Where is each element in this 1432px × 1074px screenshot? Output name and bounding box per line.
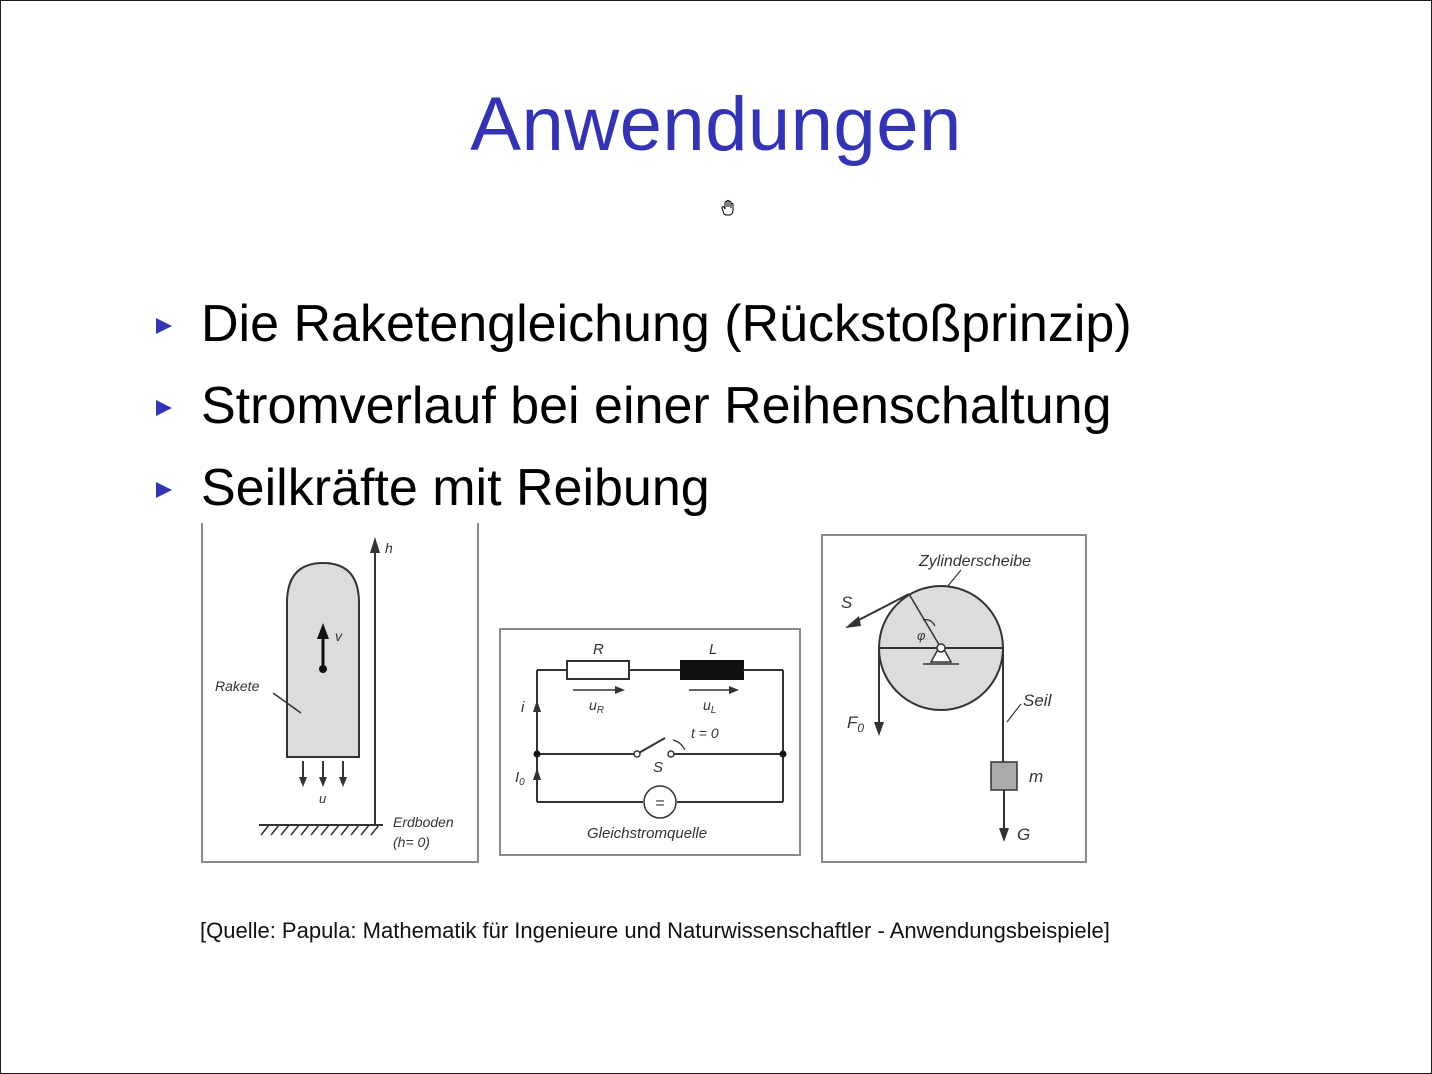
rope-force-label: S [841, 593, 853, 612]
angle-label: φ [917, 628, 926, 643]
dc-source-sign: = [655, 795, 665, 812]
pulley-figure [821, 534, 1087, 863]
resistor-voltage-label: $u_R$ [589, 697, 605, 716]
ground-height-label: (h= 0) [393, 834, 430, 850]
triangle-bullet-icon [156, 482, 172, 498]
mass-block [991, 762, 1017, 790]
source-citation: [Quelle: Papula: Mathematik für Ingenieure und Naturwissenschaftler - Anwendungsbeispiele] [200, 918, 1110, 943]
slide-title: Anwendungen [470, 82, 962, 167]
switch-label: S [653, 759, 664, 776]
cylinder-label: Zylinderscheibe [919, 553, 1032, 570]
hand-cursor-icon [718, 198, 738, 218]
resistor-label: R [593, 641, 604, 658]
inductor-voltage-label: $u_L$ [703, 697, 717, 716]
switch-time-label: t = 0 [691, 725, 719, 741]
bullet-text: Die Raketengleichung (Rückstoßprinzip) [201, 295, 1132, 353]
bullet-list [156, 291, 1132, 537]
bullet-text: Stromverlauf bei einer Reihenschaltung [201, 377, 1112, 435]
resistor-symbol [567, 661, 629, 679]
initial-current-label: $I_0$ [515, 769, 525, 788]
exhaust-velocity-label: u [319, 791, 327, 806]
switch-symbol [637, 738, 665, 754]
rocket-figure [201, 523, 479, 863]
bullet-item [156, 373, 1132, 455]
inductor-symbol [681, 661, 743, 679]
rocket-label: Rakete [215, 678, 260, 694]
ground-hatching [261, 825, 379, 835]
velocity-label: v [335, 628, 342, 644]
height-axis-label: h [385, 540, 393, 556]
bullet-item [156, 291, 1132, 373]
dc-source-label: Gleichstromquelle [587, 825, 708, 842]
inductor-label: L [709, 641, 718, 658]
current-label: i [521, 699, 525, 716]
triangle-bullet-icon [156, 318, 172, 334]
circuit-figure [499, 628, 801, 856]
ground-label: Erdboden [393, 814, 454, 830]
bullet-text: Seilkräfte mit Reibung [201, 459, 710, 517]
holding-force-label: $F_0$ [847, 713, 865, 735]
rope-label: Seil [1023, 691, 1052, 710]
triangle-bullet-icon [156, 400, 172, 416]
weight-label: G [1017, 825, 1031, 844]
mass-label: m [1029, 767, 1044, 786]
